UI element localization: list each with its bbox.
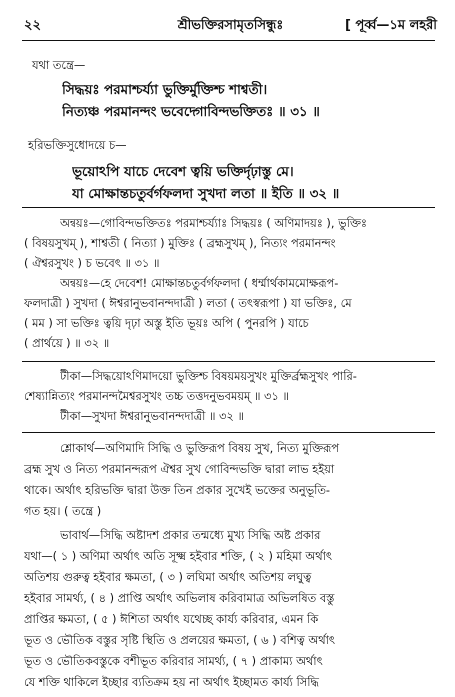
bhavartha-line: হইবার সামর্থ্য, ( ৪ ) প্রাপ্তি অর্থাৎ অভিলাষ করিবামাত্র অভিলষিত বস্তু xyxy=(24,591,335,605)
source-label-tantra: যথা তন্ত্রে— xyxy=(32,58,86,72)
anvaya-line: অন্বয়ঃ—হে দেবেশ! মোক্ষান্তচতুর্বর্গফলদা ( ধর্ম্মার্থকামমোক্ষরূপ- xyxy=(60,276,339,290)
tika-line: টীকা—সুখদা ঈশ্বরানুভবানন্দদাত্রী ॥ ৩২ ॥ xyxy=(60,409,244,423)
bhavartha-line: ভূত ও ভৌতিক বস্তুর সৃষ্টি স্থিতি ও প্রলয়ের ক্ষমতা, ( ৬ ) বশিত্ব অর্থাৎ xyxy=(24,633,335,647)
section-rule xyxy=(22,432,435,433)
tika-line: শেষ্যান্নিত্যং পরমানন্দমৈশ্বরসুখং তচ্চ তত্তদনুভবময়ম্ ॥ ৩১ ॥ xyxy=(24,389,289,403)
tika-line: টীকা—সিদ্ধয়োঽণিমাদয়ো ভুক্তিশ্চ বিষয়ময়সুখং মুক্তির্ব্রহ্মসুখং পারি- xyxy=(60,369,357,383)
anvaya-line: ( মম ) সা ভক্তিঃ ত্বয়ি দৃঢ়া অস্তু ইতি ভূয়ঃ অপি ( পুনরপি ) যাচে xyxy=(24,316,309,330)
anvaya-line: ( বিষয়সুখম্ ), শাশ্বতী ( নিত্যা ) মুক্তিঃ ( ব্রহ্মসুখম্ ), নিত্যং পরমানন্দং xyxy=(24,236,336,250)
bhavartha-line: যে শক্তি থাকিলে ইচ্ছার ব্যতিক্রম হয় না অর্থাৎ ইচ্ছামত কার্য্য সিদ্ধি xyxy=(24,675,319,689)
bhavartha-line: অতিশয় গুরুত্ব হইবার ক্ষমতা, ( ৩ ) লঘিমা অর্থাৎ অতিশয় লঘুত্ব xyxy=(24,570,312,584)
shlokartha-line: ব্রহ্ম সুখ ও নিত্য পরমানন্দরূপ ঐশ্বর সুখ গোবিন্দভক্তি দ্বারা লাভ হইয়া xyxy=(24,462,335,476)
bhavartha-line: প্রাপ্তির ক্ষমতা, ( ৫ ) ঈশিতা অর্থাৎ যথেচ্ছ কার্য্য করিবার, এমন কি xyxy=(24,612,319,626)
bhavartha-line: যথা—( ১ ) অণিমা অর্থাৎ অতি সূক্ষ্ম হইবার শক্তি, ( ২ ) মহিমা অর্থাৎ xyxy=(24,549,332,563)
anvaya-line: ( প্রার্থয়ে ) ॥ ৩২ ॥ xyxy=(24,336,110,350)
bhavartha-line: ভূত ও ভৌতিকবস্তুকে বশীভূত করিবার সামর্থ্য, ( ৭ ) প্রাকাম্য অর্থাৎ xyxy=(24,654,323,668)
chapter-heading: [ পূৰ্ব্ব—১ম লহরী xyxy=(345,18,437,33)
verse-31-line-1: সিদ্ধয়ঃ পরমাশ্চর্য্যা ভুক্তির্মুক্তিশ্চ শাশ্বতী। xyxy=(62,83,268,98)
verse-31-line-2: নিত্যঞ্চ পরমানন্দং ভবেদ্গোবিন্দভক্তিতঃ ॥ ৩১ ॥ xyxy=(62,105,320,120)
anvaya-line: অন্বয়ঃ—গোবিন্দভক্তিতঃ পরমাশ্চর্য্যাঃ সিদ্ধয়ঃ ( অণিমাদয়ঃ ), ভুক্তিঃ xyxy=(60,216,367,230)
anvaya-line: ( ঐশ্বরসুখং ) চ ভবেৎ ॥ ৩১ ॥ xyxy=(24,256,160,270)
shlokartha-line: গত হয়। ( তন্ত্রে ) xyxy=(24,504,102,518)
verse-32-line-1: ভূয়োঽপি যাচে দেবেশ ত্বয়ি ভক্তির্দৃঢ়াস্তু মে। xyxy=(72,165,294,180)
source-label-haribhakti: হরিভক্তিসুধোদয়ে চ— xyxy=(28,138,127,152)
page-number: ২২ xyxy=(24,18,41,33)
bhavartha-line: ভাবার্থ—সিদ্ধি অষ্টাদশ প্রকার তন্মধ্যে মুখ্য সিদ্ধি অষ্ট প্রকার xyxy=(60,528,321,542)
header-rule xyxy=(22,40,435,41)
shlokartha-line: শ্লোকার্থ—অণিমাদি সিদ্ধি ও ভুক্তিরূপ বিষয় সুখ, নিত্য মুক্তিরূপ xyxy=(60,441,340,455)
verse-rule xyxy=(22,207,435,208)
page-header xyxy=(24,16,437,38)
running-title: শ্রীভক্তিরসামৃতসিন্ধুঃ xyxy=(177,18,284,33)
verse-32-line-2: যা মোক্ষান্তচতুর্বর্গফলদা সুখদা লতা ॥ ইতি ॥ ৩২ ॥ xyxy=(72,187,340,202)
anvaya-line: ফলদাত্রী ) সুখদা ( ঈশ্বরানুভবানন্দদাত্রী ) লতা ( তৎস্বরূপা ) যা ভক্তিঃ, মে xyxy=(24,296,352,310)
section-rule xyxy=(22,361,435,362)
shlokartha-line: থাকে। অর্থাৎ হরিভক্তি দ্বারা উক্ত তিন প্রকার সুখেই ভক্তের অনুভূতি- xyxy=(24,483,331,497)
